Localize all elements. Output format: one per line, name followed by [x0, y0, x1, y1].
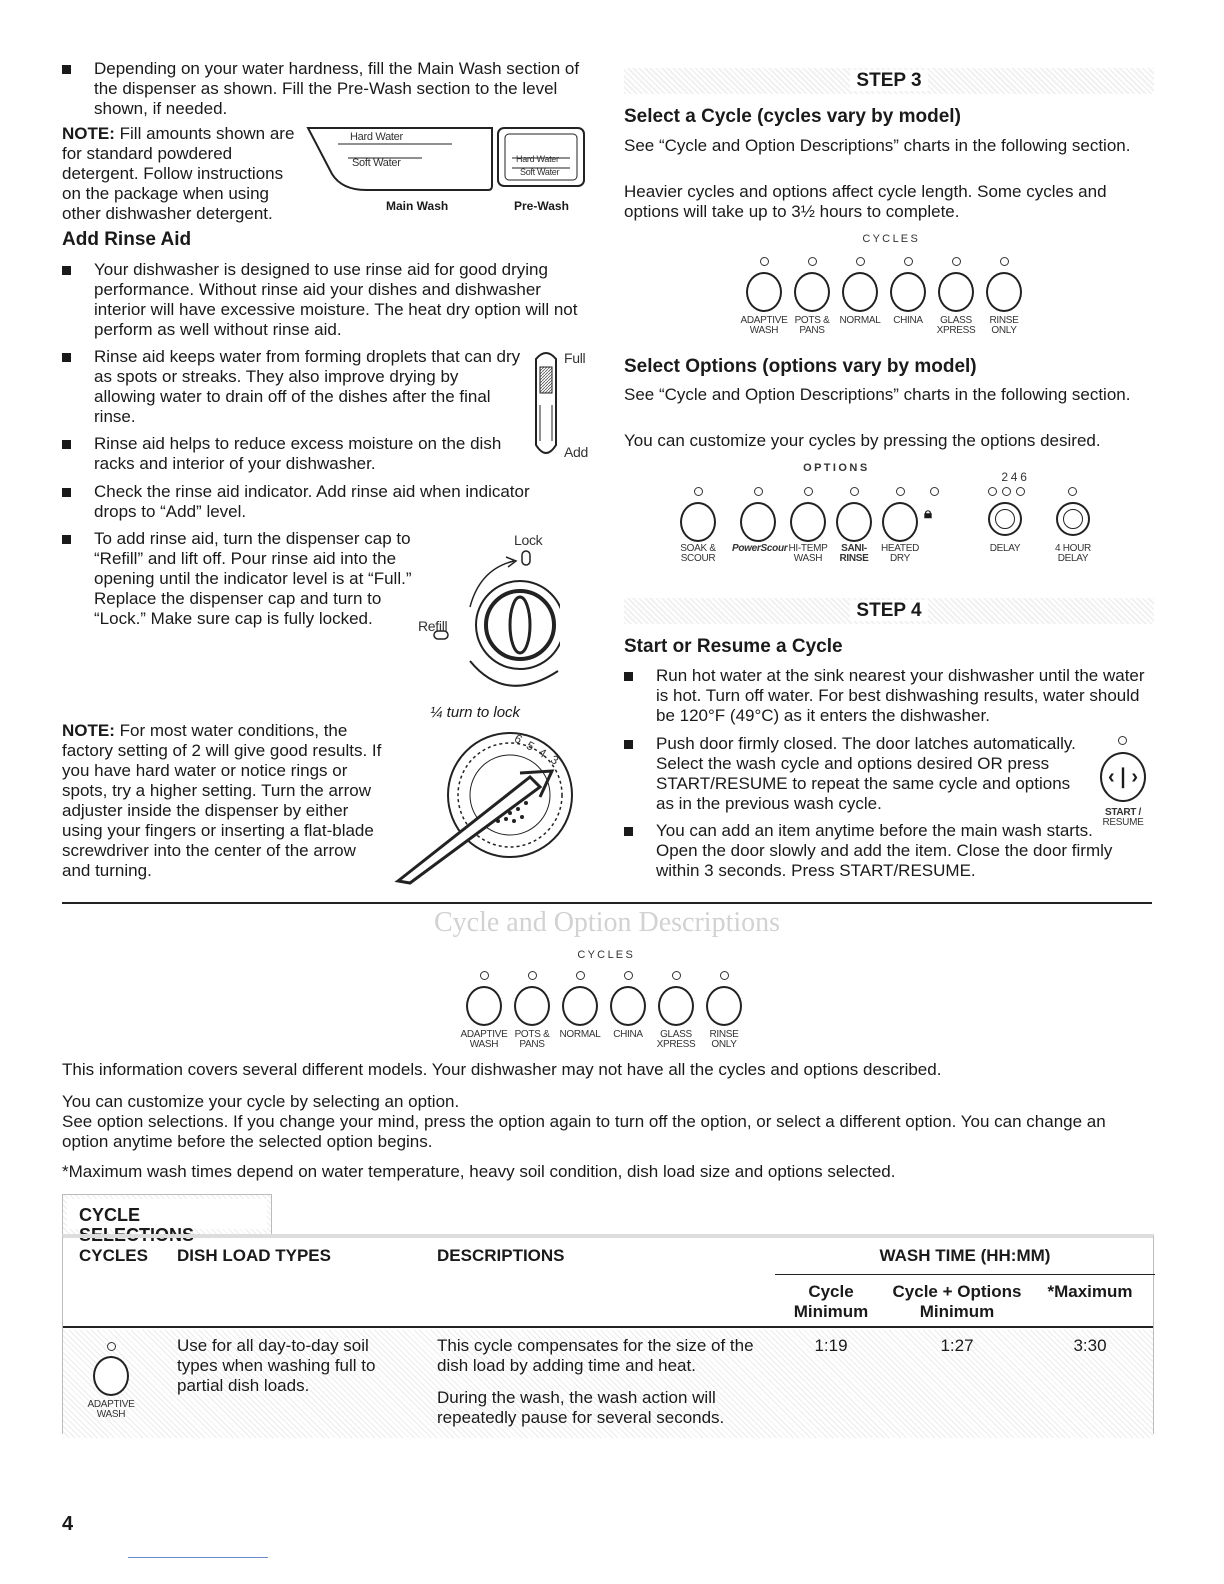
china-button[interactable]	[890, 272, 926, 312]
delay-hours-numbers: 2 4 6	[1001, 470, 1027, 484]
pots-pans-label: POTS & PANS	[514, 1029, 550, 1050]
cycle-indicator-light	[720, 971, 729, 980]
option-indicator-light	[694, 487, 703, 496]
select-options-text-1: See “Cycle and Option Descriptions” charts in the following section.	[624, 385, 1131, 404]
step-4-banner	[624, 598, 1154, 624]
hi-temp-wash-label: HI-TEMP WASH	[788, 543, 828, 564]
cycle-indicator-light	[760, 257, 769, 266]
fill-detergent-bullet: Depending on your water hardness, fill the Main Wash section of the dispenser as shown. Fill the Pre-Wash section to the level shown, if needed.	[62, 59, 592, 119]
indicator-tube-icon	[530, 345, 564, 465]
adaptive-wash-button[interactable]	[466, 986, 502, 1026]
sani-rinse-button[interactable]	[836, 502, 872, 542]
glass-xpress-label: GLASS XPRESS	[936, 315, 976, 336]
select-options-heading: Select Options (options vary by model)	[624, 356, 977, 377]
step-3-label: STEP 3	[850, 70, 927, 91]
cycle-indicator-light	[952, 257, 961, 266]
bottom-cycles-panel	[462, 968, 762, 1054]
pots-pans-button[interactable]	[514, 986, 550, 1026]
page-number: 4	[62, 1513, 74, 1535]
row-description-2: During the wash, the wash action will repeatedly pause for several seconds.	[437, 1388, 725, 1427]
start-arrows-icon: ‹❘›	[1107, 766, 1139, 788]
adaptive-wash-label: ADAPTIVE WASH	[460, 1029, 508, 1050]
models-info-text: This information covers several different models. Your dishwasher may not have all the cycles and options described.	[62, 1060, 942, 1079]
start-resume-label: START / RESUME	[1102, 807, 1144, 828]
hi-temp-wash-button[interactable]	[790, 502, 826, 542]
start-resume-button[interactable]	[1100, 752, 1146, 802]
option-indicator-light	[930, 487, 939, 496]
fill-note	[62, 124, 302, 224]
options-panel	[676, 486, 1116, 574]
powerscour-label: PowerScour	[732, 543, 788, 554]
rinse-only-button[interactable]	[986, 272, 1022, 312]
customize-text: You can customize your cycle by selecting an option.	[62, 1092, 460, 1111]
rinse-only-label: RINSE ONLY	[989, 315, 1019, 336]
delay-indicator-light	[988, 487, 997, 496]
soft-water-small-label: Soft Water	[520, 167, 560, 177]
normal-button[interactable]	[562, 986, 598, 1026]
header-descriptions: DESCRIPTIONS	[437, 1246, 565, 1265]
options-title: O P T I O N S	[803, 462, 867, 474]
cycle-option-descriptions-title: Cycle and Option Descriptions	[433, 907, 781, 938]
cycle-selections-table	[62, 1234, 1154, 1434]
cycle-indicator-light	[856, 257, 865, 266]
option-indicator-light	[896, 487, 905, 496]
cycle-indicator-light	[808, 257, 817, 266]
pots-pans-button[interactable]	[794, 272, 830, 312]
glass-xpress-button[interactable]	[658, 986, 694, 1026]
pots-pans-label: POTS & PANS	[794, 315, 830, 336]
china-button[interactable]	[610, 986, 646, 1026]
start-bullet-2: Push door firmly closed. The door latches automatically. Select the wash cycle and options desired OR press START/RESUME to repeat the same cycle and options as in the previous wash cycle.	[624, 734, 1088, 814]
cycles-title: C Y C L E S	[862, 233, 918, 245]
indicator-add-label: Add	[564, 444, 589, 460]
start-resume-heading: Start or Resume a Cycle	[624, 636, 843, 657]
rinse-bullet-5: To add rinse aid, turn the dispenser cap to “Refill” and lift off. Pour rinse aid into the opening until the indicator level is at “Full.” Replace the dispenser cap and turn to “Lock.” Make sure cap is fully locked.	[62, 529, 412, 629]
cycle-indicator-light	[904, 257, 913, 266]
fill-note-text: Fill amounts shown are for standard powdered detergent. Follow instructions on the package when using other dishwasher detergent.	[62, 124, 295, 223]
header-wash-time: WASH TIME (HH:MM)	[879, 1246, 1051, 1265]
cycle-indicator-light	[480, 971, 489, 980]
start-indicator-light	[1118, 736, 1127, 745]
row-cycle-label: ADAPTIVE WASH	[87, 1399, 135, 1420]
screwdriver-adjuster-icon	[390, 725, 580, 885]
cycles-panel	[742, 254, 1042, 340]
cycle-indicator-light	[624, 971, 633, 980]
setting-note	[62, 721, 382, 881]
cycle-indicator-light	[576, 971, 585, 980]
heated-dry-label: HEATED DRY	[880, 543, 920, 564]
row-options-minimum: 1:27	[940, 1336, 974, 1355]
delay-indicator-light	[1016, 487, 1025, 496]
rinse-only-button[interactable]	[706, 986, 742, 1026]
option-selections-text: See option selections. If you change your mind, press the option again to turn off the option, or select a different option. You can change an option anytime before the selected option begins.	[62, 1112, 1106, 1151]
cycle-selections-tab	[62, 1194, 272, 1245]
fill-note-label: NOTE:	[62, 124, 115, 143]
china-label: CHINA	[613, 1029, 643, 1040]
delay-indicator-light	[1002, 487, 1011, 496]
rinse-aid-indicator	[530, 345, 590, 465]
normal-label: NORMAL	[839, 315, 881, 326]
header-rule	[63, 1326, 1153, 1328]
select-options-text-2: You can customize your cycles by pressing the options desired.	[624, 431, 1101, 450]
lock-icon: 🔒︎	[924, 505, 932, 522]
row-cycle-minimum: 1:19	[814, 1336, 848, 1355]
cap-lock-label: Lock	[514, 532, 543, 548]
normal-button[interactable]	[842, 272, 878, 312]
step-4-label: STEP 4	[850, 600, 927, 621]
delay-label: DELAY	[989, 543, 1021, 554]
setting-note-text: For most water conditions, the factory setting of 2 will give good results. If you have hard water or notice rings or spots, try a higher setting. Turn the arrow adjuster inside the dispenser by either using your fingers or inserting a flat-blade screwdriver into the center of the arrow and turning.	[62, 721, 382, 880]
row-maximum: 3:30	[1073, 1336, 1107, 1355]
adaptive-wash-button[interactable]	[746, 272, 782, 312]
hard-water-small-label: Hard Water	[516, 154, 559, 164]
setting-note-label: NOTE:	[62, 721, 115, 740]
rinse-bullet-3: Rinse aid helps to reduce excess moisture on the dish racks and interior of your dishwasher.	[62, 434, 522, 474]
option-indicator-light	[850, 487, 859, 496]
soft-water-label: Soft Water	[352, 157, 401, 169]
delay-button[interactable]	[988, 502, 1022, 536]
subheader-cycle-minimum: Cycle Minimum	[793, 1282, 869, 1321]
adaptive-wash-row-icon	[93, 1356, 129, 1396]
rinse-bullet-2: Rinse aid keeps water from forming droplets that can dry as spots or streaks. They also improve drying by allowing water to drain off of the dishes after the final rinse.	[62, 347, 522, 427]
four-hour-delay-button[interactable]	[1056, 502, 1090, 536]
cycle-indicator-light	[1000, 257, 1009, 266]
quarter-turn-caption: ¼ turn to lock	[430, 704, 521, 721]
cycle-indicator-light	[672, 971, 681, 980]
indicator-full-label: Full	[564, 350, 586, 366]
cycle-selections-tab-label: CYCLE SELECTIONS	[67, 1199, 267, 1229]
select-cycle-heading: Select a Cycle (cycles vary by model)	[624, 106, 961, 127]
four-hour-delay-indicator-light	[1068, 487, 1077, 496]
glass-xpress-label: GLASS XPRESS	[656, 1029, 696, 1050]
dispenser-cap-diagram	[410, 532, 560, 721]
select-cycle-text-1: See “Cycle and Option Descriptions” charts in the following section.	[624, 136, 1131, 155]
bottom-cycles-title: C Y C L E S	[577, 949, 633, 961]
subheader-maximum: *Maximum	[1047, 1282, 1133, 1301]
heated-dry-button[interactable]	[882, 502, 918, 542]
adaptive-wash-indicator-light	[107, 1342, 116, 1351]
powerscour-button[interactable]	[740, 502, 776, 542]
rinse-only-label: RINSE ONLY	[709, 1029, 739, 1050]
row-dish-load-types: Use for all day-to-day soil types when washing full to partial dish loads.	[177, 1336, 376, 1395]
header-dish-load-types: DISH LOAD TYPES	[177, 1246, 331, 1265]
start-bullet-3: You can add an item anytime before the main wash starts. Open the door slowly and add the item. Close the door firmly within 3 seconds. Press START/RESUME.	[624, 821, 1124, 881]
hard-water-label: Hard Water	[350, 131, 403, 143]
arrow-adjuster-diagram	[390, 725, 580, 885]
section-divider	[62, 902, 1152, 904]
adaptive-wash-label: ADAPTIVE WASH	[740, 315, 788, 336]
table-row	[63, 1330, 1153, 1438]
start-bullet-1: Run hot water at the sink nearest your dishwasher until the water is hot. Turn off water. For best dishwashing results, water should be 120°F (49°C) as it enters the dishwasher.	[624, 666, 1150, 726]
china-label: CHINA	[893, 315, 923, 326]
wash-time-rule	[775, 1274, 1155, 1275]
maximum-wash-note: *Maximum wash times depend on water temperature, heavy soil condition, dish load size and options selected.	[62, 1162, 896, 1181]
four-hour-delay-label: 4 HOUR DELAY	[1055, 543, 1091, 564]
add-rinse-aid-heading: Add Rinse Aid	[62, 229, 192, 250]
soak-scour-label: SOAK & SCOUR	[680, 543, 716, 564]
main-wash-label: Main Wash	[386, 199, 449, 213]
sani-rinse-label: SANI- RINSE	[839, 543, 869, 564]
subheader-cycle-options-minimum: Cycle + Options Minimum	[892, 1282, 1022, 1321]
normal-label: NORMAL	[559, 1029, 601, 1040]
adjuster-numbers: 6 5 4 3	[511, 731, 563, 769]
header-cycles: CYCLES	[79, 1246, 148, 1265]
glass-xpress-button[interactable]	[938, 272, 974, 312]
step-3-banner	[624, 68, 1154, 94]
cycle-indicator-light	[528, 971, 537, 980]
option-indicator-light	[804, 487, 813, 496]
rinse-bullet-4: Check the rinse aid indicator. Add rinse aid when indicator drops to “Add” level.	[62, 482, 562, 522]
soak-scour-button[interactable]	[680, 502, 716, 542]
pre-wash-label: Pre-Wash	[514, 199, 569, 213]
detergent-dispenser-diagram	[302, 124, 592, 216]
rinse-bullet-1: Your dishwasher is designed to use rinse aid for good drying performance. Without rinse aid your dishes and dishwasher interior will have excessive moisture. The heat dry option will not perform as well without rinse aid.	[62, 260, 582, 340]
start-resume-control	[1096, 734, 1150, 839]
select-cycle-text-2: Heavier cycles and options affect cycle length. Some cycles and options will take up to 3½ hours to complete.	[624, 182, 1107, 221]
footer-rule	[128, 1557, 268, 1558]
row-description-1: This cycle compensates for the size of the dish load by adding time and heat.	[437, 1336, 754, 1375]
option-indicator-light	[754, 487, 763, 496]
cap-refill-label: Refill	[418, 618, 448, 634]
